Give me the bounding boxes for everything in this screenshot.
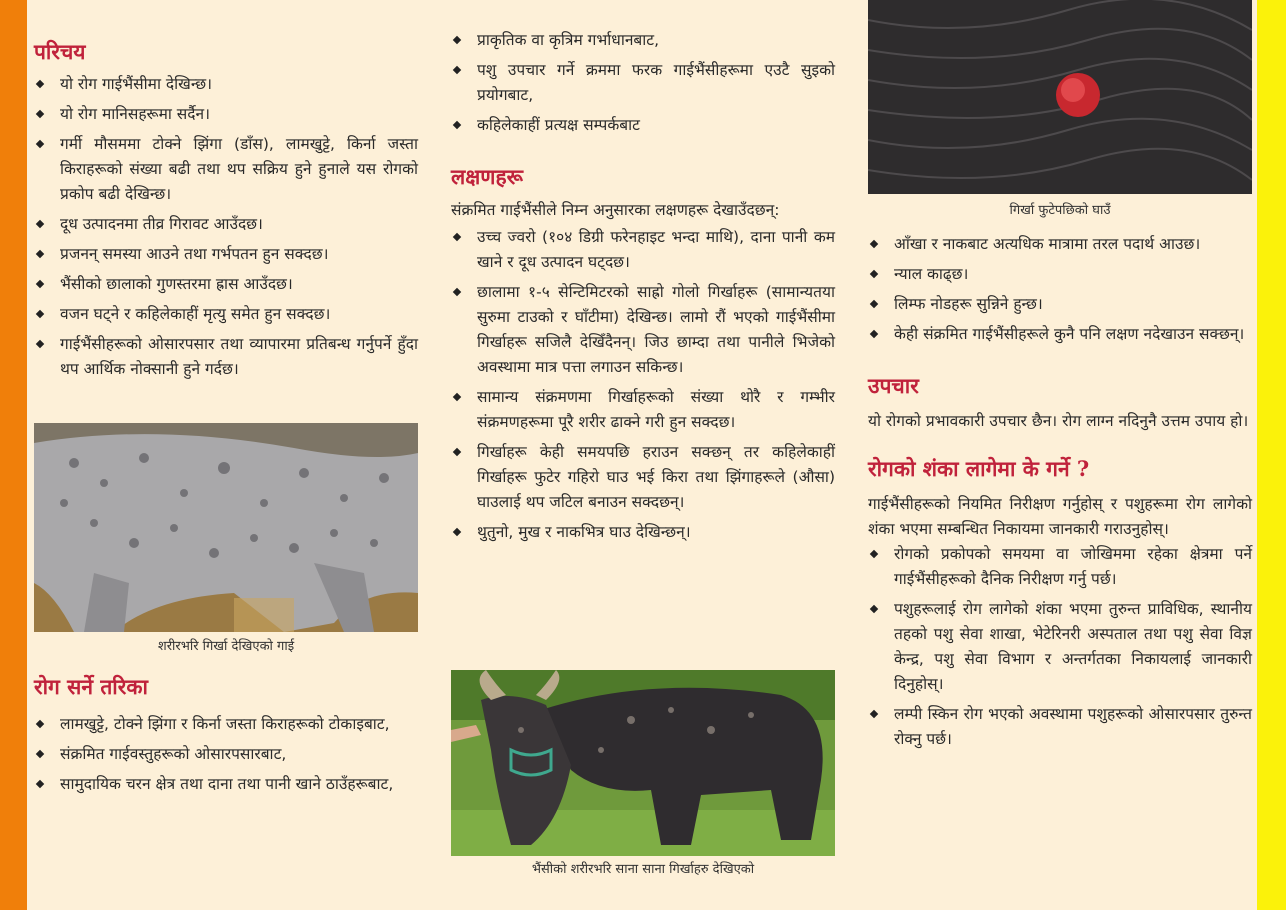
- list-item: गिर्खाहरू केही समयपछि हराउन सक्छन् तर कहिलेकाहीं गिर्खाहरू फुटेर गहिरो घाउ भई किरा तथा झिंगाहरूले (औसा) घाउलाई थप जटिल बनाउन सक्दछन्।: [451, 440, 835, 515]
- list-item: लम्पी स्किन रोग भएको अवस्थामा पशुहरूको ओसारपसार तुरुन्त रोक्नु पर्छ।: [868, 702, 1252, 752]
- list-item: आँखा र नाकबाट अत्यधिक मात्रामा तरल पदार्थ आउछ।: [868, 232, 1252, 257]
- list-item: पशु उपचार गर्ने क्रममा फरक गाईभैंसीहरूमा एउटै सुइको प्रयोगबाट,: [451, 58, 835, 108]
- list-item: भैंसीको छालाको गुणस्तरमा ह्रास आउँदछ।: [34, 272, 418, 297]
- list-item: गाईभैंसीहरूको ओसारपसार तथा व्यापारमा प्रतिबन्ध गर्नुपर्ने हुँदा थप आर्थिक नोक्सानी हुने गर्दछ।: [34, 332, 418, 382]
- column-1: [34, 0, 418, 387]
- wound-photo-illustration: [868, 0, 1252, 194]
- list-item: केही संक्रमित गाईभैंसीहरूले कुनै पनि लक्षण नदेखाउन सक्छन्।: [868, 322, 1252, 347]
- suspect-text: गाईभैंसीहरूको नियमित निरीक्षण गर्नुहोस् र पशुहरूमा रोग लागेको शंका भएमा सम्बन्धित निकायमा जानकारी गराउनुहोस्।: [868, 495, 1252, 538]
- spread-list-continued: [451, 28, 835, 138]
- buffalo-photo-illustration: [451, 670, 835, 856]
- right-color-stripe: [1257, 0, 1286, 910]
- spread-list: [34, 712, 418, 797]
- list-item: थुतुनो, मुख र नाकभित्र घाउ देखिन्छन्।: [451, 520, 835, 545]
- list-item: छालामा १-५ सेन्टिमिटरको साह्रो गोलो गिर्खाहरू (सामान्यतया सुरुमा टाउको र घाँटीमा) देखिन्छ। लामो रौं भएको गाईभैंसीमा गिर्खाहरू सजिलै देखिँदैनन्। जिउ छाम्दा तथा पानीले भिजेको अवस्थामा मात्र पत्ता लगाउन सकिन्छ।: [451, 280, 835, 380]
- cow-photo-illustration: [34, 423, 418, 632]
- list-item: कहिलेकाहीं प्रत्यक्ष सम्पर्कबाट: [451, 113, 835, 138]
- symptoms-list: [451, 225, 835, 545]
- list-item: न्याल काढ्छ।: [868, 262, 1252, 287]
- cow-photo: [34, 423, 418, 632]
- list-item: यो रोग मानिसहरूमा सर्दैन।: [34, 102, 418, 127]
- intro-list: [34, 72, 418, 382]
- list-item: संक्रमित गाईवस्तुहरूको ओसारपसारबाट,: [34, 742, 418, 767]
- treatment-heading: उपचार: [868, 373, 919, 398]
- spread-heading: रोग सर्ने तरिका: [34, 674, 148, 699]
- list-item: पशुहरूलाई रोग लागेको शंका भएमा तुरुन्त प्राविधिक, स्थानीय तहको पशु सेवा शाखा, भेटेरिनरी अस्पताल तथा पशु सेवा विज्ञ केन्द्र, पशु सेवा विभाग र अन्तर्गतका निकायलाई जानकारी दिनुहोस्।: [868, 597, 1252, 697]
- symptoms-heading: लक्षणहरू: [451, 164, 523, 189]
- list-item: लिम्फ नोडहरू सुन्निने हुन्छ।: [868, 292, 1252, 317]
- symptoms-intro: संक्रमित गाईभैंसीले निम्न अनुसारका लक्षणहरू देखाउँदछन्:: [451, 201, 780, 219]
- list-item: प्राकृतिक वा कृत्रिम गर्भाधानबाट,: [451, 28, 835, 53]
- symptoms-list-continued: [868, 232, 1252, 347]
- buffalo-photo: [451, 670, 835, 856]
- wound-photo-caption: गिर्खा फुटेपछिको घाउँ: [1009, 203, 1111, 218]
- list-item: यो रोग गाईभैंसीमा देखिन्छ।: [34, 72, 418, 97]
- list-item: दूध उत्पादनमा तीव्र गिरावट आउँदछ।: [34, 212, 418, 237]
- suspect-heading: रोगको शंका लागेमा के गर्ने ?: [868, 456, 1090, 481]
- wound-photo: [868, 0, 1252, 194]
- left-color-stripe: [0, 0, 27, 910]
- list-item: प्रजनन् समस्या आउने तथा गर्भपतन हुन सक्दछ।: [34, 242, 418, 267]
- cow-photo-caption: शरीरभरि गिर्खा देखिएको गाई: [157, 639, 295, 654]
- column-2: [451, 0, 835, 550]
- spread-section: [34, 672, 418, 802]
- list-item: सामुदायिक चरन क्षेत्र तथा दाना तथा पानी खाने ठाउँहरूबाट,: [34, 772, 418, 797]
- buffalo-photo-caption: भैंसीको शरीरभरि साना साना गिर्खाहरु देखिएको: [531, 862, 755, 877]
- list-item: उच्च ज्वरो (१०४ डिग्री फरेनहाइट भन्दा माथि), दाना पानी कम खाने र दूध उत्पादन घट्दछ।: [451, 225, 835, 275]
- list-item: गर्मी मौसममा टोक्ने झिंगा (डाँस), लामखुट्टे, किर्ना जस्ता किराहरूको संख्या बढी तथा थप सक्रिय हुने हुनाले यस रोगको प्रकोप बढी देखिन्छ।: [34, 132, 418, 207]
- list-item: सामान्य संक्रमणमा गिर्खाहरूको संख्या थोरै र गम्भीर संक्रमणहरूमा पूरै शरीर ढाक्ने गरी हुन सक्दछ।: [451, 385, 835, 435]
- suspect-list: [868, 542, 1252, 752]
- list-item: रोगको प्रकोपको समयमा वा जोखिममा रहेका क्षेत्रमा पर्ने गाईभैंसीहरूको दैनिक निरीक्षण गर्नु पर्छ।: [868, 542, 1252, 592]
- treatment-text: यो रोगको प्रभावकारी उपचार छैन। रोग लाग्न नदिनुनै उत्तम उपाय हो।: [868, 412, 1249, 430]
- list-item: लामखुट्टे, टोक्ने झिंगा र किर्ना जस्ता किराहरूको टोकाइबाट,: [34, 712, 418, 737]
- intro-heading: परिचय: [34, 39, 86, 64]
- column-3: [868, 232, 1252, 757]
- list-item: वजन घट्ने र कहिलेकाहीं मृत्यु समेत हुन सक्दछ।: [34, 302, 418, 327]
